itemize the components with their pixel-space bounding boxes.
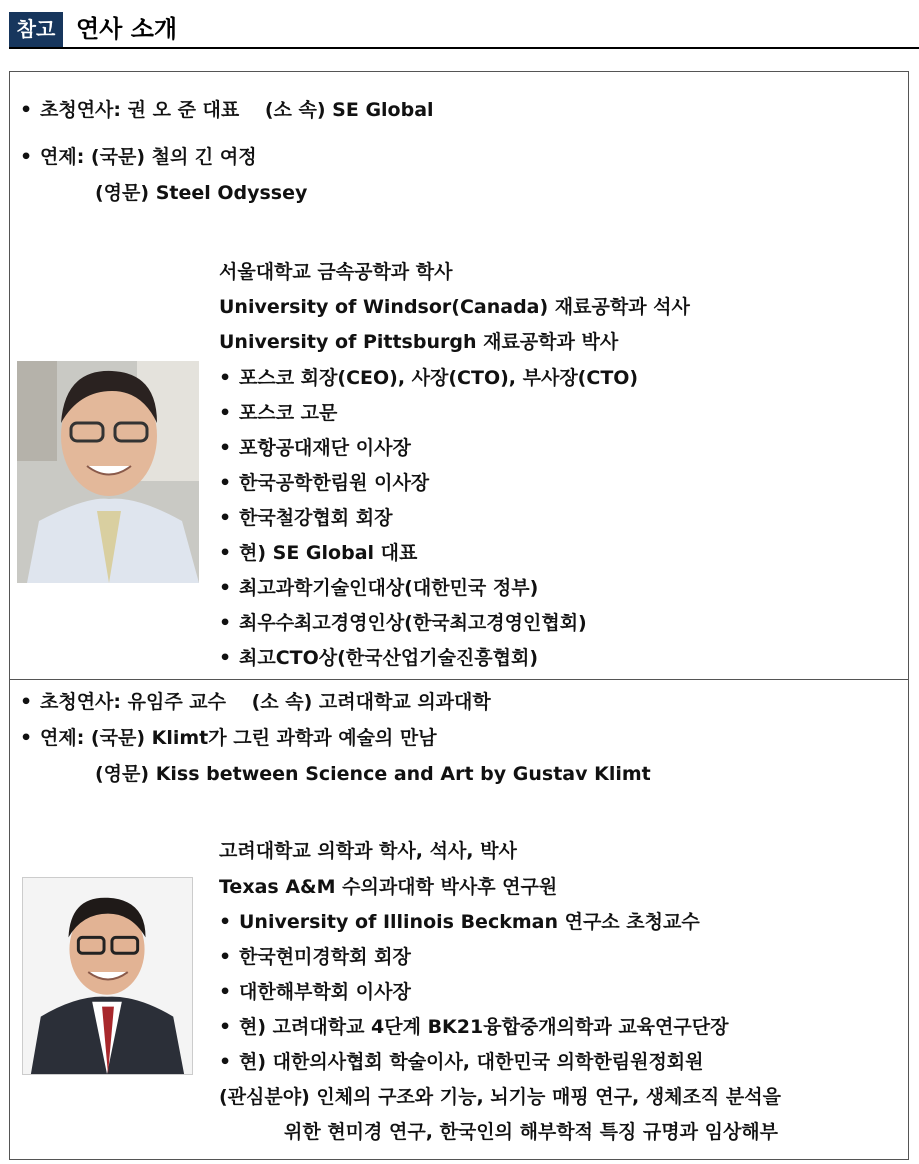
header-divider (9, 47, 919, 49)
section-header (0, 0, 919, 50)
bio-bullet: • 한국철강협회 회장 (219, 505, 392, 531)
research-interest: (관심분야) 인체의 구조와 기능, 뇌기능 매핑 연구, 생체조직 분석을 (219, 1086, 781, 1108)
bio-bullet: • 대한해부학회 이사장 (219, 979, 411, 1005)
speaker-photo (17, 361, 199, 583)
bio-bullet: • 한국현미경학회 회장 (219, 944, 411, 970)
page-title: 연사 소개 (76, 15, 178, 43)
bio-line: 서울대학교 금속공학과 학사 (219, 261, 453, 283)
speaker-topic-en: (영문) Kiss between Science and Art by Gustav Klimt (95, 763, 651, 785)
bio-bullet: • 포항공대재단 이사장 (219, 435, 411, 461)
speaker-card-2 (9, 679, 909, 1160)
speaker-topic-ko: • 연제: (국문) Klimt가 그린 과학과 예술의 만남 (20, 725, 437, 751)
bio-bullet: • 최고CTO상(한국산업기술진흥협회) (219, 645, 538, 671)
bio-bullet: • 현) SE Global 대표 (219, 540, 417, 566)
bio-bullet: • 현) 대한의사협회 학술이사, 대한민국 의학한림원정회원 (219, 1049, 704, 1075)
bio-bullet: • 현) 고려대학교 4단계 BK21융합중개의학과 교육연구단장 (219, 1014, 728, 1040)
research-interest-cont: 위한 현미경 연구, 한국인의 해부학적 특징 규명과 임상해부 (284, 1121, 779, 1143)
bio-bullet: • 포스코 회장(CEO), 사장(CTO), 부사장(CTO) (219, 365, 638, 391)
bio-bullet: • 최우수최고경영인상(한국최고경영인협회) (219, 610, 587, 636)
speaker-topic-ko: • 연제: (국문) 철의 긴 여정 (20, 144, 257, 170)
bio-line: Texas A&M 수의과대학 박사후 연구원 (219, 876, 558, 898)
bio-line: 고려대학교 의학과 학사, 석사, 박사 (219, 840, 517, 862)
speaker-photo (22, 877, 193, 1075)
speaker-invite: • 초청연사: 유임주 교수 (소 속) 고려대학교 의과대학 (20, 689, 491, 715)
bio-bullet: • 한국공학한림원 이사장 (219, 470, 429, 496)
bio-line: University of Windsor(Canada) 재료공학과 석사 (219, 296, 690, 318)
speaker-topic-en: (영문) Steel Odyssey (95, 182, 308, 204)
bio-line: University of Pittsburgh 재료공학과 박사 (219, 331, 619, 353)
bio-bullet: • University of Illinois Beckman 연구소 초청교수 (219, 909, 700, 935)
bio-bullet: • 최고과학기술인대상(대한민국 정부) (219, 575, 538, 601)
bio-bullet: • 포스코 고문 (219, 400, 337, 426)
reference-tag: 참고 (9, 12, 63, 47)
speaker-card-1 (9, 71, 909, 680)
speaker-invite: • 초청연사: 권 오 준 대표 (소 속) SE Global (20, 97, 434, 123)
